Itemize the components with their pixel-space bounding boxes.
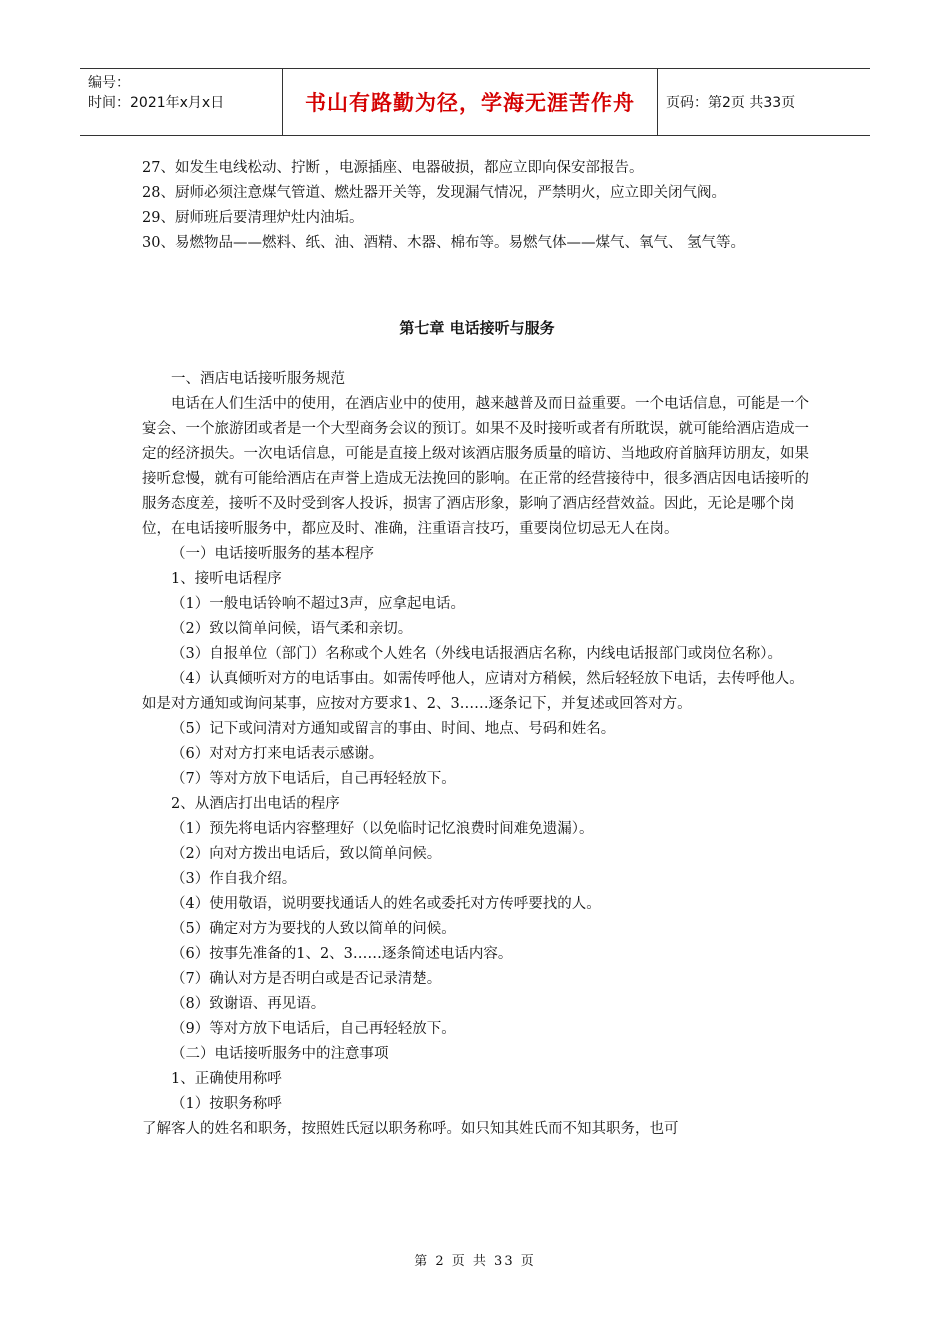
header-number-label: 编号： (88, 75, 130, 91)
list-item: 28、厨师必须注意煤气管道、燃灶器开关等，发现漏气情况，严禁明火，应立即关闭气阀。 (142, 185, 726, 201)
procedure-step: （2）向对方拨出电话后，致以简单问候。 (171, 846, 442, 862)
list-item: 29、厨师班后要清理炉灶内油垢。 (142, 210, 364, 226)
section-title: 一、酒店电话接听服务规范 (171, 371, 345, 387)
header-motto: 书山有路勤为径，学海无涯苦作舟 (282, 69, 658, 135)
procedure-step: （5）确定对方为要找的人致以简单的问候。 (171, 921, 456, 937)
header-meta (80, 69, 282, 135)
header-time-label: 时间：2021年x月x日 (88, 95, 225, 111)
list-item: 30、易燃物品——燃料、纸、油、酒精、木器、棉布等。易燃气体——煤气、氧气、 氢气等。 (142, 235, 746, 251)
procedure-title: 1、正确使用称呼 (171, 1071, 282, 1087)
procedure-step: （1）按职务称呼 (171, 1096, 282, 1112)
procedure-step: （4）认真倾听对方的电话事由。如需传呼他人，应请对方稍候，然后轻轻放下电话，去传呼他人。如是对方通知或询问某事，应按对方要求1、2、3……逐条记下，并复述或回答对方。 (142, 671, 804, 712)
body-paragraph: 了解客人的姓名和职务，按照姓氏冠以职务称呼。如只知其姓氏而不知其职务，也可 (142, 1121, 679, 1137)
procedure-step: （8）致谢语、再见语。 (171, 996, 326, 1012)
procedure-title: 2、从酒店打出电话的程序 (171, 796, 340, 812)
chapter-title: 第七章 电话接听与服务 (399, 319, 555, 337)
procedure-step: （1）一般电话铃响不超过3声，应拿起电话。 (171, 596, 465, 612)
procedure-step: （5）记下或问清对方通知或留言的事由、时间、地点、号码和姓名。 (171, 721, 616, 737)
section-paragraph: 电话在人们生活中的使用，在酒店业中的使用，越来越普及而日益重要。一个电话信息，可能是一个宴会、一个旅游团或者是一个大型商务会议的预订。如果不及时接听或者有所耽误，就可能给酒店造成一定的经济损失。一次电话信息，可能是直接上级对该酒店服务质量的暗访、当地政府首脑拜访朋友，如果接听怠慢，就有可能给酒店在声誉上造成无法挽回的影响。在正常的经营接待中，很多酒店因电话接听的服务态度差，接听不及时受到客人投诉，损害了酒店形象，影响了酒店经营效益。因此，无论是哪个岗位，在电话接听服务中，都应及时、准确，注重语言技巧，重要岗位切忌无人在岗。 (142, 396, 809, 537)
procedure-step: （4）使用敬语，说明要找通话人的姓名或委托对方传呼要找的人。 (171, 896, 601, 912)
procedure-step: （3）自报单位（部门）名称或个人姓名（外线电话报酒店名称，内线电话报部门或岗位名称）。 (171, 646, 782, 662)
procedure-step: （3）作自我介绍。 (171, 871, 297, 887)
page-footer: 第 2 页 共 33 页 (414, 1254, 536, 1269)
procedure-step: （7）确认对方是否明白或是否记录清楚。 (171, 971, 442, 987)
procedure-title: 1、接听电话程序 (171, 571, 282, 587)
subsection-title: （二）电话接听服务中的注意事项 (171, 1046, 389, 1062)
procedure-step: （7）等对方放下电话后，自己再轻轻放下。 (171, 771, 456, 787)
header-page-info: 页码：第2页 共33页 (666, 95, 796, 111)
procedure-step: （2）致以简单问候，语气柔和亲切。 (171, 621, 413, 637)
subsection-title: （一）电话接听服务的基本程序 (171, 546, 374, 562)
list-item: 27、如发生电线松动、拧断 ，电源插座、电器破损，都应立即向保安部报告。 (142, 160, 644, 176)
document-body (142, 156, 812, 1142)
procedure-step: （6）按事先准备的1、2、3……逐条简述电话内容。 (171, 946, 513, 962)
procedure-step: （6）对对方打来电话表示感谢。 (171, 746, 384, 762)
procedure-step: （9）等对方放下电话后，自己再轻轻放下。 (171, 1021, 456, 1037)
page-header (80, 68, 870, 136)
procedure-step: （1）预先将电话内容整理好（以免临时记忆浪费时间难免遗漏）。 (171, 821, 594, 837)
